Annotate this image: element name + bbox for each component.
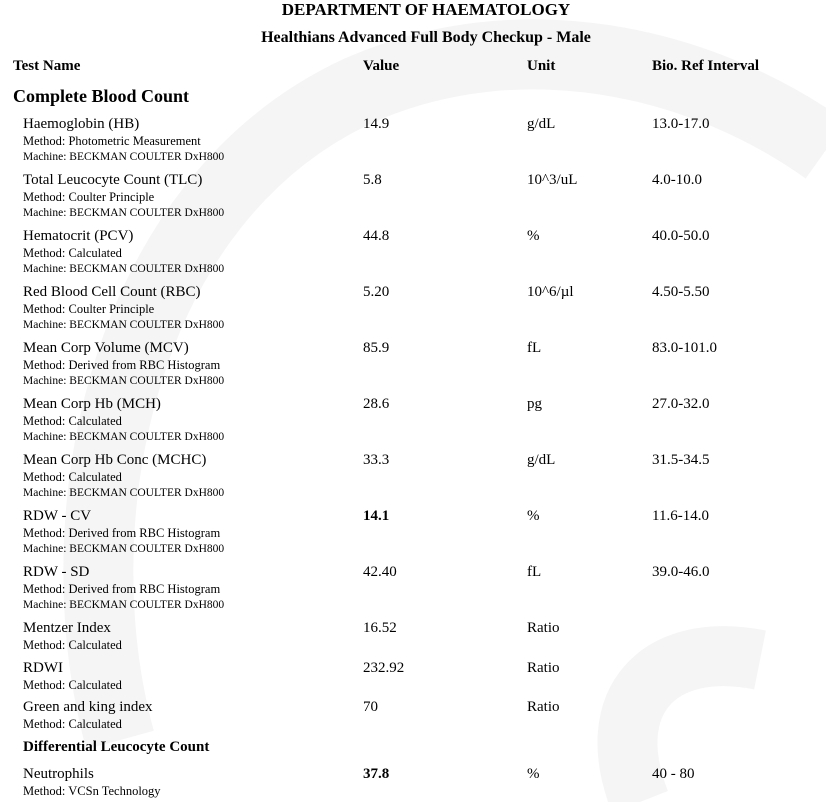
column-header-unit: Unit [527, 58, 556, 74]
test-unit: Ratio [527, 620, 560, 636]
dlc-results-table [0, 765, 826, 805]
department-title: DEPARTMENT OF HAEMATOLOGY [281, 0, 571, 19]
test-unit: Ratio [527, 699, 560, 715]
test-machine: Machine: BECKMAN COULTER DxH800 [23, 599, 225, 611]
test-method: Method: Photometric Measurement [23, 134, 201, 148]
table-row [0, 171, 826, 227]
test-unit: g/dL [527, 116, 556, 132]
test-unit: fL [527, 340, 542, 356]
test-value: 16.52 [363, 620, 397, 636]
test-value: 14.1 [363, 508, 390, 524]
test-ref-interval: 11.6-14.0 [652, 508, 709, 524]
table-row [0, 619, 826, 659]
test-name: RDWI [23, 659, 63, 676]
test-machine: Machine: BECKMAN COULTER DxH800 [23, 263, 225, 275]
package-title: Healthians Advanced Full Body Checkup - Male [261, 29, 591, 46]
column-header-test-name: Test Name [13, 58, 81, 74]
test-machine: Machine: BECKMAN COULTER DxH800 [23, 207, 225, 219]
test-value: 5.8 [363, 172, 382, 188]
test-unit: pg [527, 396, 542, 412]
test-unit: Ratio [527, 659, 560, 676]
test-name: Mean Corp Hb (MCH) [23, 396, 161, 412]
test-method: Method: Derived from RBC Histogram [23, 526, 221, 540]
table-row [0, 395, 826, 451]
table-row [0, 765, 826, 805]
test-ref-interval: 40.0-50.0 [652, 228, 710, 244]
test-machine: Machine: BECKMAN COULTER DxH800 [23, 487, 225, 499]
test-machine: Machine: BECKMAN COULTER DxH800 [23, 431, 225, 443]
test-machine: Machine: BECKMAN COULTER DxH800 [23, 543, 225, 555]
test-method: Method: Calculated [23, 638, 122, 652]
test-unit: % [527, 508, 540, 524]
test-name: Red Blood Cell Count (RBC) [23, 284, 201, 300]
test-ref-interval: 4.50-5.50 [652, 284, 710, 300]
test-method: Method: Derived from RBC Histogram [23, 582, 221, 596]
table-row [0, 339, 826, 395]
test-unit: fL [527, 564, 542, 580]
test-value: 28.6 [363, 396, 390, 412]
test-method: Method: VCSn Technology [23, 784, 161, 798]
table-row [0, 563, 826, 619]
test-ref-interval: 40 - 80 [652, 766, 695, 782]
table-row [0, 659, 826, 699]
test-unit: 10^6/µl [527, 284, 574, 300]
table-row [0, 283, 826, 339]
table-row [0, 227, 826, 283]
test-name: Mean Corp Volume (MCV) [23, 340, 189, 356]
test-value: 14.9 [363, 116, 390, 132]
test-name: Haemoglobin (HB) [23, 116, 140, 132]
test-name: Mentzer Index [23, 620, 111, 636]
test-name: Green and king index [23, 699, 153, 715]
table-row [0, 451, 826, 507]
test-value: 44.8 [363, 228, 390, 244]
column-header-value: Value [363, 58, 400, 74]
test-value: 70 [363, 699, 378, 715]
test-value: 42.40 [363, 564, 397, 580]
test-ref-interval: 13.0-17.0 [652, 116, 710, 132]
test-value: 33.3 [363, 452, 390, 468]
test-name: RDW - SD [23, 564, 90, 580]
test-unit: % [527, 766, 540, 782]
test-machine: Machine: BECKMAN COULTER DxH800 [23, 375, 225, 387]
test-machine: Machine: BECKMAN COULTER DxH800 [23, 151, 225, 163]
test-ref-interval: 27.0-32.0 [652, 396, 710, 412]
test-unit: 10^3/uL [527, 172, 578, 188]
test-name: Neutrophils [23, 766, 94, 782]
section-title-dlc: Differential Leucocyte Count [23, 739, 210, 755]
test-value: 37.8 [363, 766, 390, 782]
test-method: Method: Coulter Principle [23, 190, 155, 204]
test-name: RDW - CV [23, 508, 92, 524]
test-method: Method: Calculated [23, 677, 122, 692]
test-name: Hematocrit (PCV) [23, 228, 134, 244]
test-method: Method: Calculated [23, 470, 122, 484]
test-method: Method: Calculated [23, 246, 122, 260]
table-row [0, 507, 826, 563]
test-unit: % [527, 228, 540, 244]
test-machine: Machine: BECKMAN COULTER DxH800 [23, 319, 225, 331]
test-value: 85.9 [363, 340, 390, 356]
test-method: Method: Calculated [23, 414, 122, 428]
test-ref-interval: 4.0-10.0 [652, 172, 702, 188]
test-value: 5.20 [363, 284, 390, 300]
test-ref-interval: 31.5-34.5 [652, 452, 710, 468]
table-row [0, 698, 826, 738]
test-method: Method: Coulter Principle [23, 302, 155, 316]
test-unit: g/dL [527, 452, 556, 468]
column-header-ref-interval: Bio. Ref Interval [652, 58, 760, 74]
section-title-cbc: Complete Blood Count [13, 86, 190, 106]
test-method: Method: Calculated [23, 717, 122, 731]
test-name: Mean Corp Hb Conc (MCHC) [23, 452, 207, 468]
table-row [0, 115, 826, 171]
test-name: Total Leucocyte Count (TLC) [23, 172, 203, 188]
test-method: Method: Derived from RBC Histogram [23, 358, 221, 372]
test-value: 232.92 [363, 659, 405, 676]
test-ref-interval: 39.0-46.0 [652, 564, 710, 580]
cbc-results-table [0, 115, 826, 738]
test-ref-interval: 83.0-101.0 [652, 340, 717, 356]
